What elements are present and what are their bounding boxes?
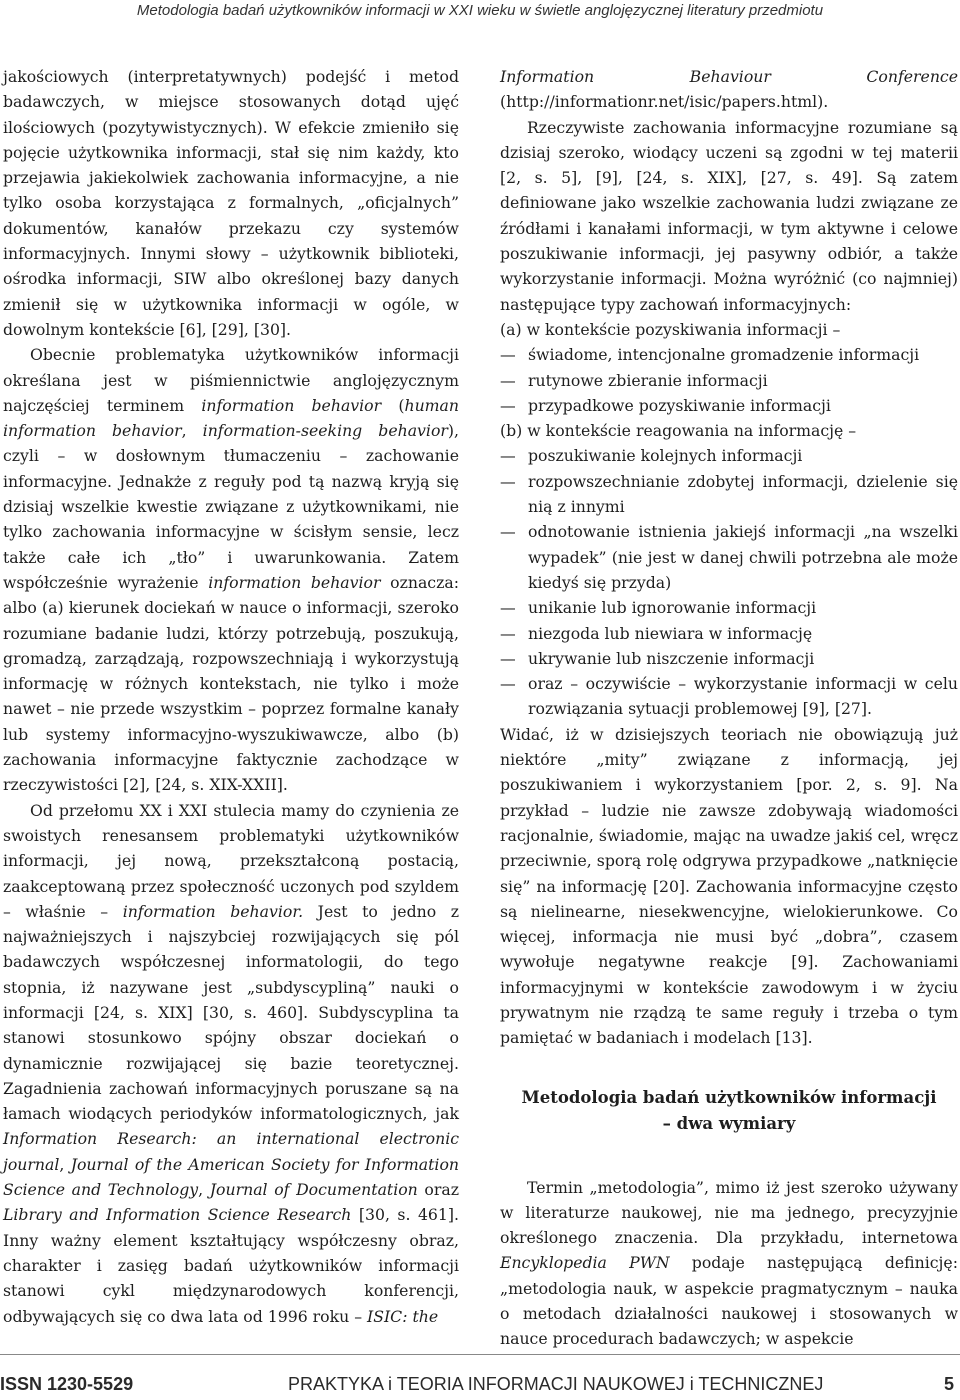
footer-rule — [0, 1354, 960, 1355]
journal-title: PRAKTYKA i TEORIA INFORMACJI NAUKOWEJ i TECHNICZNEJ — [288, 1374, 824, 1394]
paragraph-5: Rzeczywiste zachowania informacyjne rozumiane są dzisiaj szeroko, wiodący uczeni są zgodni w tej materii [2, s. 5], [9], [24, s. XIX], [27, s. 49]. Są zatem definiowane jako wszelkie zachowania ludzi związane ze źródłami i kanałami informacji, w tym aktywne i celowe poszukiwanie informacji, jej pasywny odbiór, a także wykorzystanie informacji. Można wyróżnić (co najmniej) następujące typy zachowań informacyjnych: — [500, 117, 958, 314]
category-a: (a) w kontekście pozyskiwania informacji – — [500, 319, 841, 339]
behaviour-list-a — [500, 342, 958, 418]
section-heading-line-1: Metodologia badań użytkowników informacji — [521, 1087, 937, 1107]
list-item: — świadome, intencjonalne gromadzenie informacji — [500, 342, 958, 367]
running-header: Metodologia badań użytkowników informacji w XXI wieku w świetle anglojęzycznej literatury przedmiotu — [136, 2, 824, 19]
category-b: (b) w kontekście reagowania na informację – — [500, 421, 857, 441]
page-footer — [0, 1374, 960, 1398]
section-heading — [500, 1085, 958, 1137]
list-item: — unikanie lub ignorowanie informacji — [500, 595, 958, 620]
issn: ISSN 1230-5529 — [0, 1374, 134, 1394]
list-item: — rutynowe zbieranie informacji — [500, 368, 958, 393]
section-heading-line-2: – dwa wymiary — [662, 1113, 796, 1133]
list-item: — przypadkowe pozyskiwanie informacji — [500, 393, 958, 418]
list-item: — oraz – oczywiście – wykorzystanie informacji w celu rozwiązania sytuacji problemowej [9], [27]. — [500, 671, 958, 722]
left-column — [3, 64, 459, 1329]
list-item: — ukrywanie lub niszczenie informacji — [500, 646, 958, 671]
paragraph-1: jakościowych (interpretatywnych) podejść i metod badawczych, w miejsce stosowanych dotąd ujęć ilościowych (pozytywistycznych). W efekcie zmieniło się pojęcie użytkownika informacji, stał się nim każdy, kto przejawia jakiekolwiek zachowania informacyjne, a nie tylko osoba korzystająca z formalnych, „oficjalnych” dokumentów, kanałów przekazu czy systemów informacyjnych. Innymi słowy – użytkownik biblioteki, ośrodka informacji, SIW albo określonej bazy danych zmienił się w użytkownika informacji w ogóle, w dowolnym kontekście [6], [29], [30]. — [3, 67, 459, 339]
paragraph-2: Obecnie problematyka użytkowników informacji określana jest w piśmiennictwie anglojęzycznym najczęściej terminem information behavior (human information behavior, information-seeking behavior), czyli – w dosłownym tłumaczeniu – zachowanie informacyjne. Jednakże z reguły pod tą nazwą kryją się dzisiaj wszelkie kwestie związane z użytkownikami, nie tylko zachowania informacyjne w ścisłym sensie, lecz także całe ich „tło” i uwarunkowania. Zatem współcześnie wyrażenie information behavior oznacza: albo (a) kierunek dociekań w nauce o informacji, szeroko rozumiane badanie ludzi, którzy potrzebują, poszukują, gromadzą, zarządzają, rozpowszechniają i wykorzystują informację w różnych kontekstach, nie tylko i może nawet – nie przede wszystkim – poprzez formalne kanały lub systemy informacyjno-wyszukiwawcze, albo (b) zachowania informacyjne faktycznie zachodzące w rzeczywistości [2], [24, s. XIX-XXII]. — [3, 345, 460, 795]
page-number: 5 — [943, 1374, 954, 1394]
list-item: — poszukiwanie kolejnych informacji — [500, 443, 958, 468]
list-item: — odnotowanie istnienia jakiejś informacji „na wszelki wypadek” (nie jest w danej chwili potrzebna ale może kiedyś się przyda) — [500, 519, 958, 595]
paragraph-7: Termin „metodologia”, mimo iż jest szeroko używany w literaturze naukowej, nie ma jednego, precyzyjnie określonego znaczenia. Dla przykładu, internetowa Encyklopedia PWN podaje następującą definicję: „metodologia nauk, w aspekcie pragmatycznym – nauka o metodach działalności naukowej i stosowanych w nauce procedurach badawczych; w aspekcie — [500, 1177, 958, 1349]
list-item: — rozpowszechnianie zdobytej informacji, dzielenie się nią z innymi — [500, 469, 958, 520]
paragraph-6: Widać, iż w dzisiejszych teoriach nie obowiązują już niektóre „mity” związane z informacją, jej poszukiwaniem i wykorzystaniem [por. 2, s. 9]. Na przykład – ludzie nie zawsze zdobywają wiadomości racjonalnie, świadomie, mając na uwadze jakiś cel, wręcz przeciwnie, sporą rolę odgrywa przypadkowe „natknięcie się” na informację [20]. Zachowania informacyjne często są nielinearne, niesekwencyjne, wielokierunkowe. Co więcej, informacja nie musi być „dobra”, czasem wywołuje negatywne reakcje [9]. Zachowaniami informacyjnymi w kontekście zawodowym i w życiu prywatnym nie rządzą te same reguły i trzeba o tym pamiętać w badaniach i modelach [13]. — [500, 724, 958, 1048]
behaviour-list-b — [500, 443, 958, 721]
list-item: — niezgoda lub niewiara w informację — [500, 621, 958, 646]
paragraph-4: Information Behaviour Conference (http://informationr.net/isic/papers.html). — [500, 67, 958, 112]
paragraph-3: Od przełomu XX i XXI stulecia mamy do czynienia ze swoistych renesansem problematyki użytkowników informacji, jej nową, przekształconą postacią, zaakceptowaną przez społeczność uczonych pod szyldem – właśnie – information behavior. Jest to jedno z najważniejszych i najszybciej rozwijających się pól badawczych współczesnej informatologii, do tego stopnia, iż nazywane jest „subdyscypliną” nauki o informacji [24, s. XIX] [30, s. 460]. Subdyscyplina ta stanowi stosunkowo spójny obszar dociekań o dynamicznie rozwijającej się bazie teoretycznej. Zagadnienia zachowań informacyjnych poruszane są na łamach wiodących periodyków informatologicznych, jak Information Research: an international electronic journal, Journal of the American Society for Information Science and Technology, Journal of Documentation oraz Library and Information Science Research [30, s. 461]. Inny ważny element kształtujący współczesny obraz, charakter i zasięg badań użytkowników informacji stanowi cykl międzynarodowych konferencji, odbywających się co dwa lata od 1996 roku – ISIC: the — [3, 800, 459, 1326]
right-column — [500, 64, 958, 1352]
